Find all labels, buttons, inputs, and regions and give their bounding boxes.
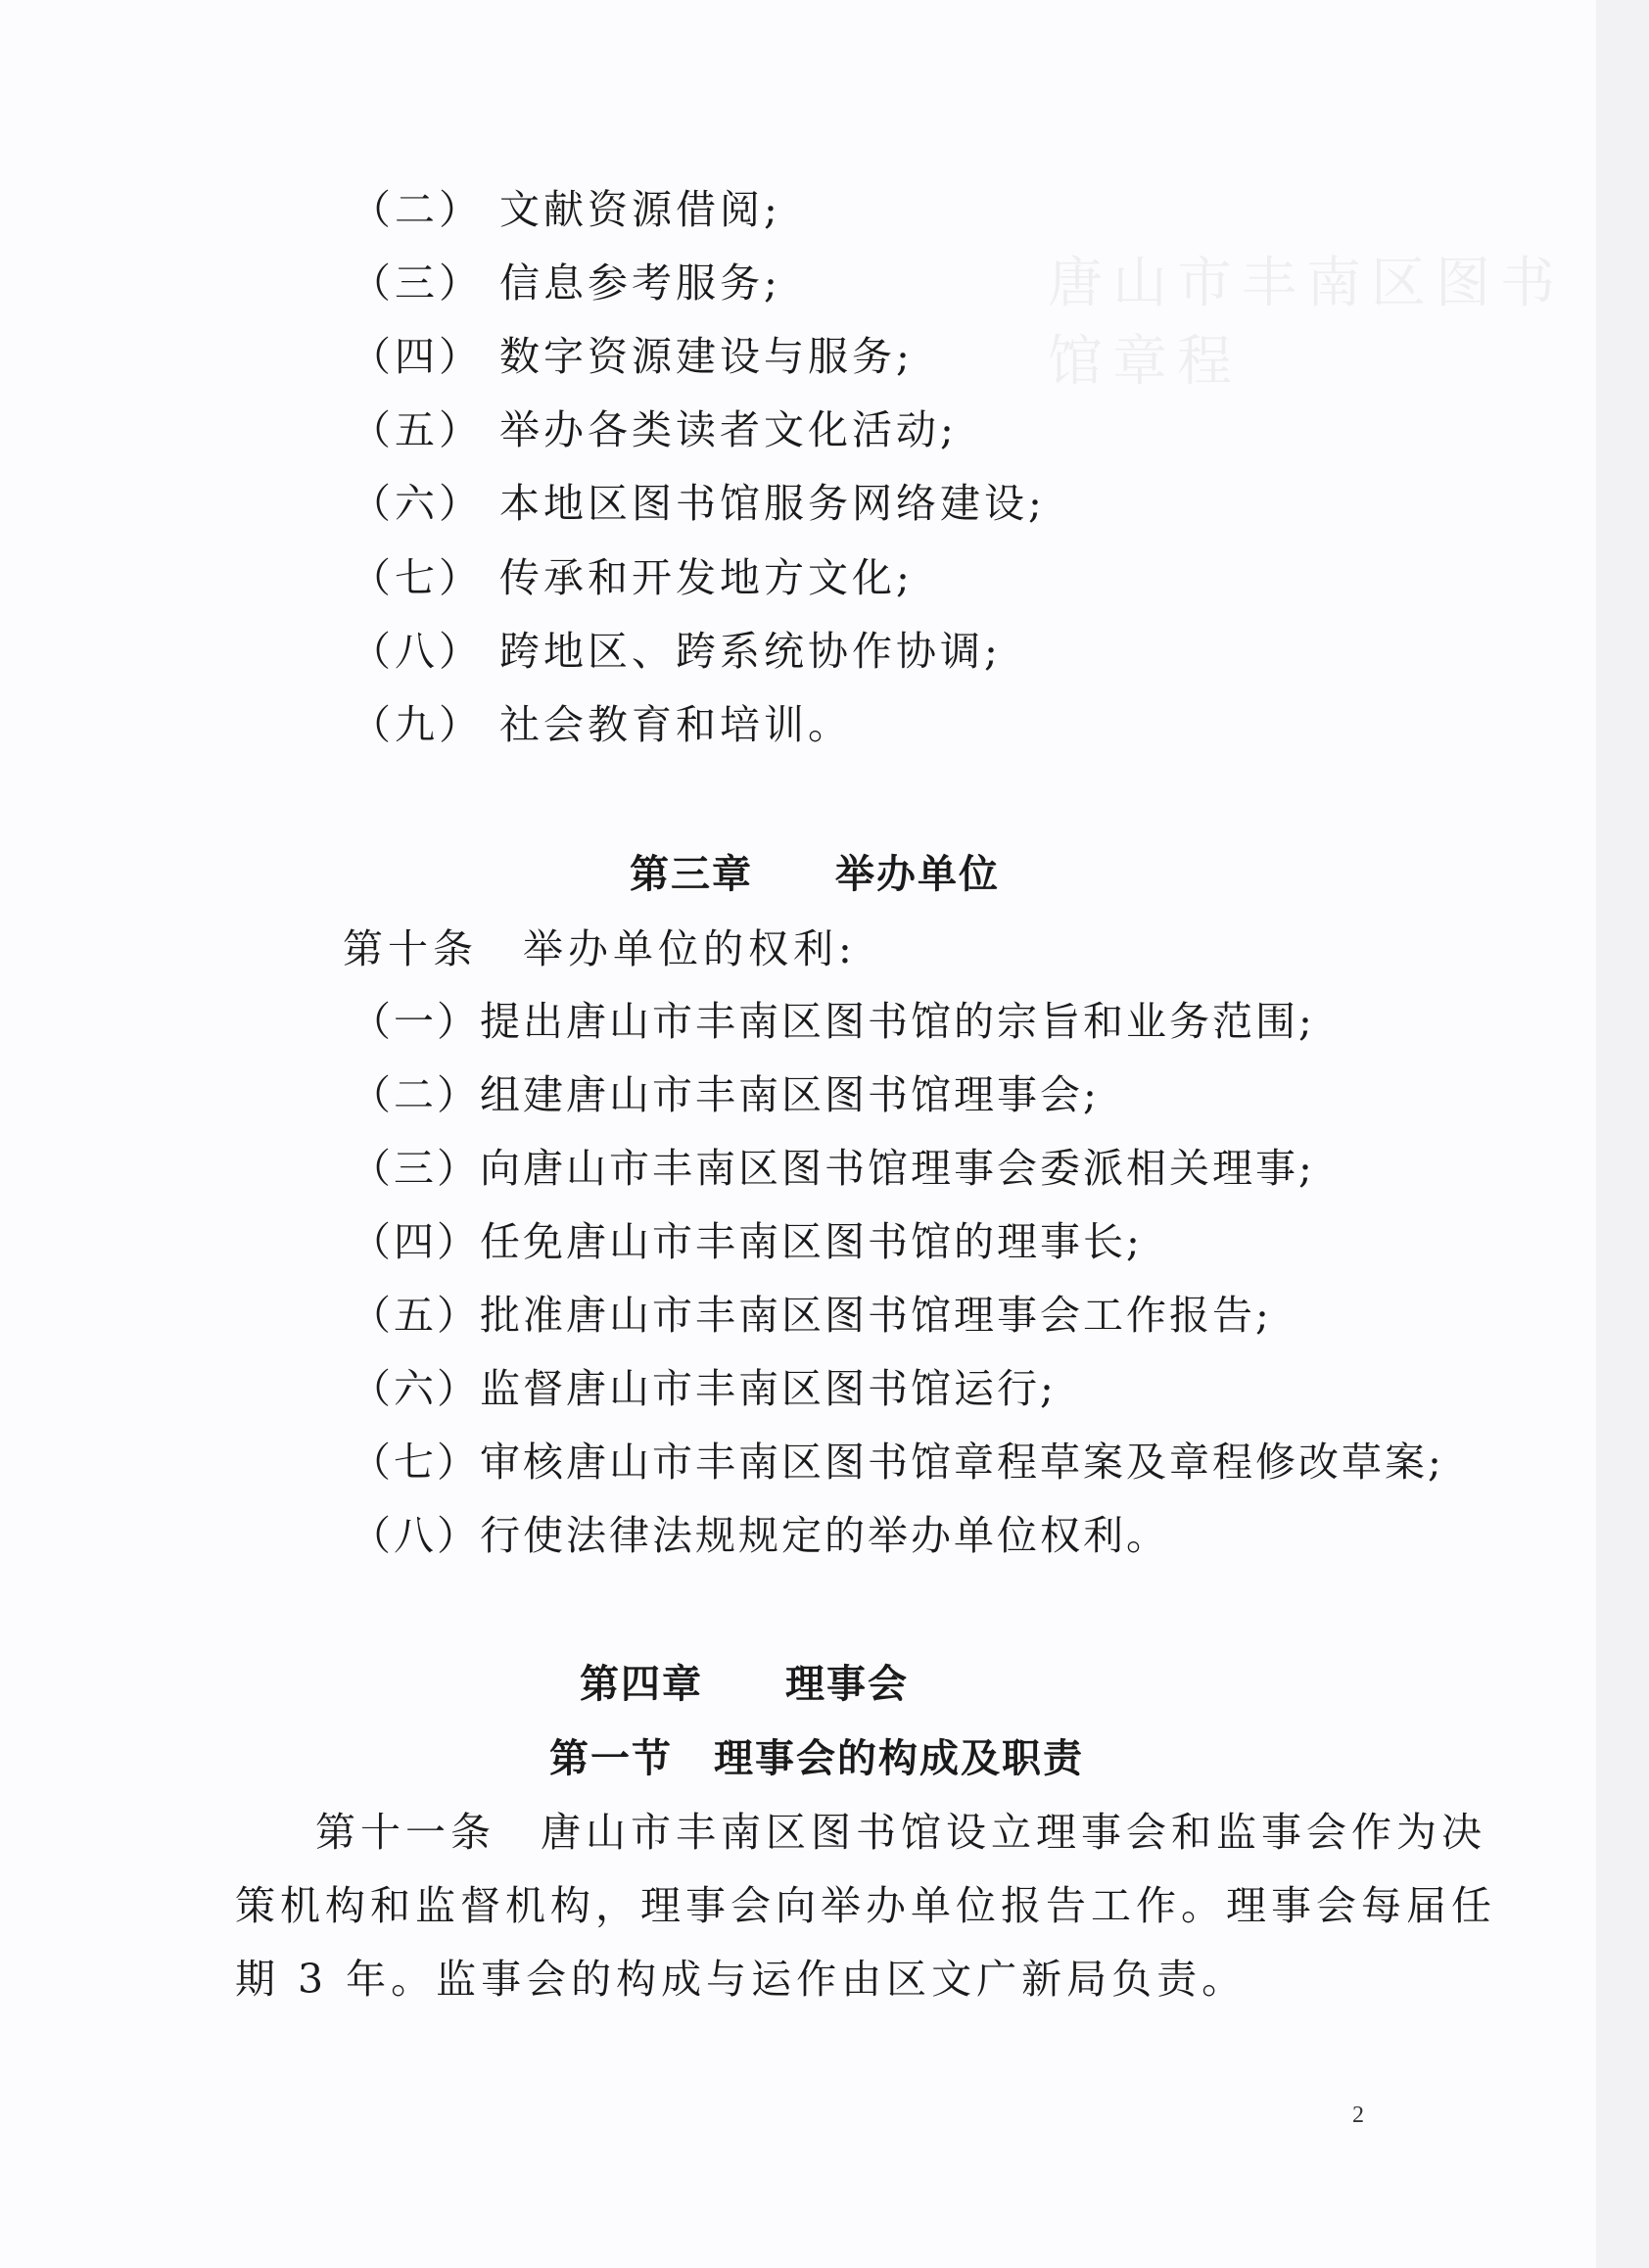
page-number: 2 [1352, 2103, 1364, 2128]
list-item: （九） 社会教育和培训。 [351, 701, 853, 748]
list-item: （八） 跨地区、跨系统协作协调; [351, 628, 1002, 675]
bleed-through-text: 唐山市丰南区图书馆章程 [1048, 252, 1565, 394]
list-item: （一）提出唐山市丰南区图书馆的宗旨和业务范围; [351, 998, 1315, 1045]
list-item: （四） 数字资源建设与服务; [351, 333, 914, 380]
paragraph-line: 策机构和监督机构，理事会向举办单位报告工作。理事会每届任 [235, 1882, 1496, 1929]
article-title: 第十条 举办单位的权利: [343, 925, 857, 972]
list-item: （七）审核唐山市丰南区图书馆章程草案及章程修改草案; [351, 1439, 1444, 1486]
list-item: （四）任免唐山市丰南区图书馆的理事长; [351, 1218, 1143, 1265]
list-item: （六）监督唐山市丰南区图书馆运行; [351, 1365, 1057, 1412]
list-item: （二）组建唐山市丰南区图书馆理事会; [351, 1071, 1100, 1118]
chapter-heading: 第四章 理事会 [580, 1662, 909, 1707]
list-item: （三） 信息参考服务; [351, 260, 781, 307]
list-item: （七） 传承和开发地方文化; [351, 554, 914, 601]
list-item: （五） 举办各类读者文化活动; [351, 406, 958, 453]
paragraph-line: 第十一条 唐山市丰南区图书馆设立理事会和监事会作为决 [315, 1809, 1486, 1856]
list-item: （五）批准唐山市丰南区图书馆理事会工作报告; [351, 1292, 1272, 1339]
scan-edge [1596, 0, 1649, 2268]
section-heading: 第一节 理事会的构成及职责 [549, 1736, 1084, 1781]
paragraph-line: 期 3 年。监事会的构成与运作由区文广新局负责。 [235, 1956, 1248, 2003]
list-item: （三）向唐山市丰南区图书馆理事会委派相关理事; [351, 1145, 1315, 1192]
list-item: （八）行使法律法规规定的举办单位权利。 [351, 1512, 1169, 1559]
list-item: （六） 本地区图书馆服务网络建设; [351, 480, 1046, 527]
chapter-heading: 第三章 举办单位 [630, 852, 1000, 897]
list-item: （二） 文献资源借阅; [351, 186, 781, 233]
